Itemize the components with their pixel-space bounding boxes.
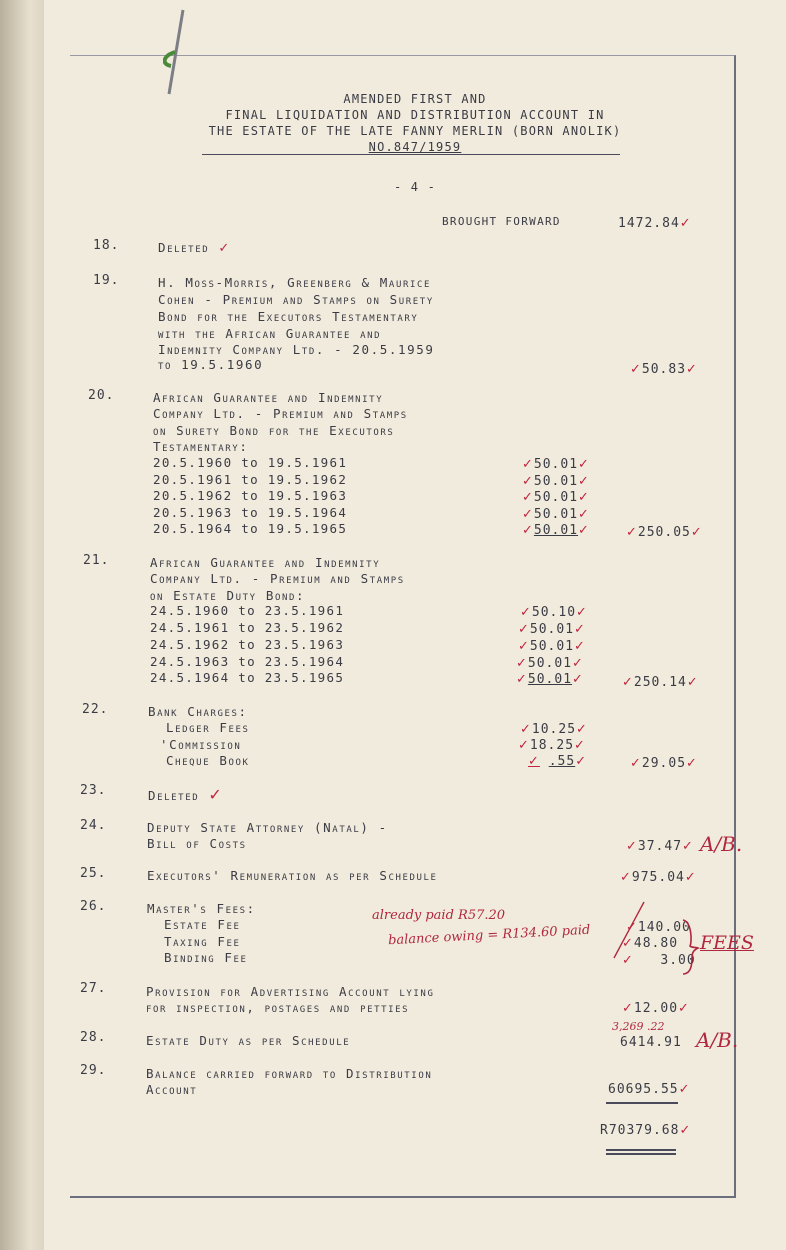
item-number: 19. xyxy=(93,273,120,288)
sub-line: 20.5.1963 to 19.5.1964 xyxy=(153,505,348,520)
item-number: 21. xyxy=(83,553,110,568)
handwritten-ab-2: A/B. xyxy=(696,1028,739,1052)
sub-line: 20.5.1960 to 19.5.1961 xyxy=(153,455,348,470)
item-total: ✓975.04✓ xyxy=(620,870,697,885)
sub-line: 24.5.1960 to 23.5.1961 xyxy=(150,603,345,618)
brought-forward-amount: 1472.84✓ xyxy=(618,216,692,231)
handwritten-duty-note: 3,269 .22 xyxy=(612,1020,665,1033)
heading-line-4: NO.847/1959 xyxy=(368,140,462,154)
heading-line-2: FINAL LIQUIDATION AND DISTRIBUTION ACCOUNT IN xyxy=(225,108,605,122)
heading-underline xyxy=(202,154,620,155)
sub-amount: ✓140.00 xyxy=(626,920,691,935)
sub-line: Ledger Fees xyxy=(166,720,250,735)
sub-line: Taxing Fee xyxy=(164,934,241,949)
item-line: for inspection, postages and petties xyxy=(146,1000,410,1015)
handwritten-balance-owing: balance owing = R134.60 paid xyxy=(387,922,591,949)
item-line: on Estate Duty Bond: xyxy=(150,588,306,603)
sub-amount: ✓ .55✓ xyxy=(528,754,588,769)
handwritten-already-paid: already paid R57.20 xyxy=(372,908,506,923)
handwritten-ab-1: A/B. xyxy=(700,832,743,856)
item-line: Estate Duty as per Schedule xyxy=(146,1033,351,1048)
item-line: Company Ltd. - Premium and Stamps xyxy=(153,406,408,421)
item-line: Testamentary: xyxy=(153,439,249,454)
sub-line: 24.5.1962 to 23.5.1963 xyxy=(150,637,345,652)
sub-line: 20.5.1962 to 19.5.1963 xyxy=(153,488,348,503)
page-number: - 4 - xyxy=(393,180,437,194)
sub-amount: ✓50.01✓ xyxy=(522,507,590,522)
sub-amount: ✓10.25✓ xyxy=(520,722,588,737)
item-line: to 19.5.1960 xyxy=(158,357,264,372)
item-number: 24. xyxy=(80,818,107,833)
item-total: ✓250.05✓ xyxy=(626,525,703,540)
sub-amount: ✓50.01✓ xyxy=(522,474,590,489)
item-number: 23. xyxy=(80,783,107,798)
item-number: 26. xyxy=(80,899,107,914)
sub-amount: ✓ 3.00 xyxy=(622,953,696,968)
sub-amount: ✓50.01✓ xyxy=(522,490,590,505)
item-line: African Guarantee and Indemnity xyxy=(153,390,384,405)
item-total: ✓50.83✓ xyxy=(630,362,698,377)
item-line: Deleted ✓ xyxy=(158,240,231,256)
item-total: ✓250.14✓ xyxy=(622,675,699,690)
item-line: Provision for Advertising Account lying xyxy=(146,984,435,999)
sub-amount: ✓50.01✓ xyxy=(522,457,590,472)
sub-amount: ✓50.01✓ xyxy=(518,639,586,654)
item-number: 20. xyxy=(88,388,115,403)
sub-amount: ✓50.01✓ xyxy=(516,672,584,687)
brace-icon xyxy=(680,918,702,976)
item-line: Deleted ✓ xyxy=(148,785,224,804)
double-rule-2 xyxy=(606,1153,676,1155)
grand-total: R70379.68✓ xyxy=(600,1123,692,1138)
item-line: with the African Guarantee and xyxy=(158,326,382,341)
item-line: Balance carried forward to Distribution xyxy=(146,1066,433,1081)
total-rule xyxy=(606,1102,678,1104)
item-line: Cohen - Premium and Stamps on Surety xyxy=(158,292,434,307)
item-number: 22. xyxy=(82,702,109,717)
double-rule-1 xyxy=(606,1149,676,1151)
heading-line-1: AMENDED FIRST AND xyxy=(343,92,487,106)
sub-line: 24.5.1963 to 23.5.1964 xyxy=(150,654,345,669)
item-total: ✓12.00✓ xyxy=(622,1001,690,1016)
sub-line: 20.5.1961 to 19.5.1962 xyxy=(153,472,348,487)
sub-line: 24.5.1964 to 23.5.1965 xyxy=(150,670,345,685)
sub-amount: ✓48.80 xyxy=(622,936,679,951)
item-number: 28. xyxy=(80,1030,107,1045)
item-line: Bank Charges: xyxy=(148,704,248,719)
sub-line: 'Commission xyxy=(160,737,242,752)
item-total: ✓37.47✓ xyxy=(626,839,694,854)
item-line: Indemnity Company Ltd. - 20.5.1959 xyxy=(158,342,435,357)
item-number: 27. xyxy=(80,981,107,996)
item-number: 18. xyxy=(93,238,120,253)
heading-line-3: THE ESTATE OF THE LATE FANNY MERLIN (BORN ANOLIK) xyxy=(208,124,622,138)
item-number: 25. xyxy=(80,866,107,881)
item-number: 29. xyxy=(80,1063,107,1078)
paper-clip-icon xyxy=(163,8,189,96)
item-line: Account xyxy=(146,1082,198,1097)
sub-line: 20.5.1964 to 19.5.1965 xyxy=(153,521,348,536)
item-line: Bill of Costs xyxy=(147,836,247,851)
item-line: H. Moss-Morris, Greenberg & Maurice xyxy=(158,275,432,290)
sub-line: Cheque Book xyxy=(166,753,250,768)
item-total: 6414.91 xyxy=(620,1035,682,1050)
item-line: Master's Fees: xyxy=(147,901,256,916)
item-line: African Guarantee and Indemnity xyxy=(150,555,381,570)
sub-amount: ✓50.10✓ xyxy=(520,605,588,620)
item-line: on Surety Bond for the Executors xyxy=(153,423,395,438)
item-total: 60695.55✓ xyxy=(608,1082,691,1097)
item-line: Executors' Remuneration as per Schedule xyxy=(147,868,438,883)
item-line: Company Ltd. - Premium and Stamps xyxy=(150,571,405,586)
sub-amount: ✓50.01✓ xyxy=(516,656,584,671)
item-total: ✓29.05✓ xyxy=(630,756,698,771)
handwritten-slash xyxy=(610,900,650,960)
item-line: Bond for the Executors Testamentary xyxy=(158,309,419,324)
sub-line: Estate Fee xyxy=(164,917,241,932)
sub-amount: ✓18.25✓ xyxy=(518,738,586,753)
handwritten-fees: FEES xyxy=(700,932,754,954)
sub-line: Binding Fee xyxy=(164,950,248,965)
brought-forward-label: BROUGHT FORWARD xyxy=(442,215,561,228)
sub-amount: ✓50.01✓ xyxy=(522,523,590,538)
sub-amount: ✓50.01✓ xyxy=(518,622,586,637)
left-page-edge xyxy=(0,0,50,1250)
item-line: Deputy State Attorney (Natal) - xyxy=(147,820,388,835)
sub-line: 24.5.1961 to 23.5.1962 xyxy=(150,620,345,635)
